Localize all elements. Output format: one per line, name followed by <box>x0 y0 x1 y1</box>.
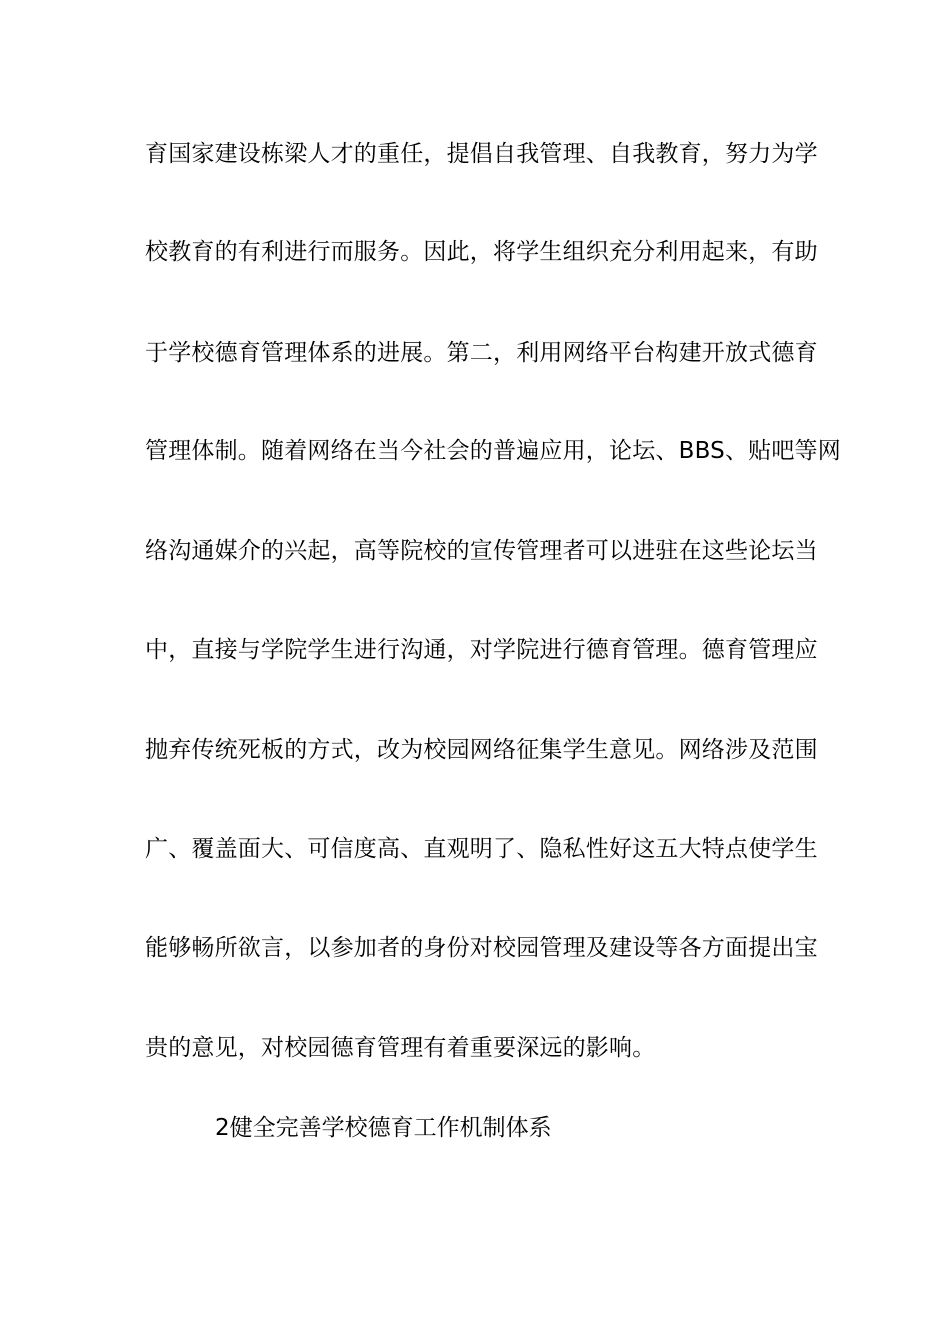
section-heading: 2健全完善学校德育工作机制体系 <box>215 1115 552 1141</box>
paragraph-line: 贵的意见，对校园德育管理有着重要深远的影响。 <box>145 1035 656 1061</box>
paragraph-line: 络沟通媒介的兴起，高等院校的宣传管理者可以进驻在这些论坛当 <box>145 538 818 564</box>
paragraph-line: 于学校德育管理体系的进展。第二，利用网络平台构建开放式德育 <box>145 340 818 366</box>
paragraph-line: 中，直接与学院学生进行沟通，对学院进行德育管理。德育管理应 <box>145 637 818 663</box>
paragraph-line: 能够畅所欲言，以参加者的身份对校园管理及建设等各方面提出宝 <box>145 935 818 961</box>
paragraph-line: 抛弃传统死板的方式，改为校园网络征集学生意见。网络涉及范围 <box>145 737 818 763</box>
paragraph-line: 广、覆盖面大、可信度高、直观明了、隐私性好这五大特点使学生 <box>145 836 818 862</box>
paragraph-line: 育国家建设栋梁人才的重任，提倡自我管理、自我教育，努力为学 <box>145 141 818 167</box>
paragraph-line: 管理体制。随着网络在当今社会的普遍应用，论坛、BBS、贴吧等网 <box>145 438 841 464</box>
paragraph-line: 校教育的有利进行而服务。因此，将学生组织充分利用起来，有助 <box>145 239 818 265</box>
